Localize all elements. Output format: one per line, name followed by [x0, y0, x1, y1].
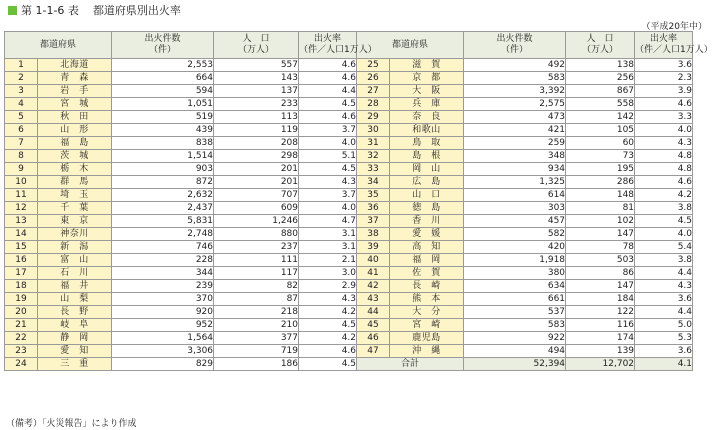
rank-cell: 46	[357, 332, 390, 345]
rank-cell: 45	[357, 319, 390, 332]
fires-cell: 746	[112, 241, 214, 254]
fires-cell: 922	[464, 332, 566, 345]
prefecture-cell: 長 野	[38, 306, 112, 319]
rank-cell: 39	[357, 241, 390, 254]
rank-cell: 41	[357, 267, 390, 280]
rate-cell: 4.6	[299, 59, 357, 72]
col-header-prefecture: 都道府県	[5, 32, 112, 59]
rate-cell: 4.6	[635, 98, 693, 111]
prefecture-cell: 千 葉	[38, 202, 112, 215]
population-cell: 201	[214, 176, 299, 189]
population-cell: 557	[214, 59, 299, 72]
table-row	[5, 267, 693, 280]
rank-cell: 34	[357, 176, 390, 189]
rate-cell: 4.5	[299, 163, 357, 176]
rate-cell: 3.9	[635, 85, 693, 98]
rate-cell: 4.4	[299, 85, 357, 98]
population-cell: 143	[214, 72, 299, 85]
population-cell: 218	[214, 306, 299, 319]
col-header-rate: 出火率 （件／人口1万人）	[299, 32, 357, 59]
fires-cell: 457	[464, 215, 566, 228]
table-row	[5, 72, 693, 85]
table-row	[5, 124, 693, 137]
table-row	[5, 293, 693, 306]
figure-title	[8, 3, 181, 17]
fires-cell: 519	[112, 111, 214, 124]
table-row	[5, 189, 693, 202]
rate-cell: 3.6	[635, 293, 693, 306]
rank-cell: 15	[5, 241, 38, 254]
population-cell: 195	[566, 163, 635, 176]
fires-cell: 3,392	[464, 85, 566, 98]
population-cell: 138	[566, 59, 635, 72]
population-cell: 117	[214, 267, 299, 280]
fires-cell: 344	[112, 267, 214, 280]
table-row	[5, 137, 693, 150]
prefecture-cell: 東 京	[38, 215, 112, 228]
rate-cell: 3.1	[299, 228, 357, 241]
population-cell: 139	[566, 345, 635, 358]
fires-cell: 5,831	[112, 215, 214, 228]
rate-cell: 5.0	[635, 319, 693, 332]
population-cell: 880	[214, 228, 299, 241]
rank-cell: 37	[357, 215, 390, 228]
table-row	[5, 332, 693, 345]
population-cell: 503	[566, 254, 635, 267]
fires-cell: 492	[464, 59, 566, 72]
rank-cell: 30	[357, 124, 390, 137]
fires-cell: 537	[464, 306, 566, 319]
figure-number: 第 1-1-6 表	[21, 4, 79, 17]
rank-cell: 19	[5, 293, 38, 306]
rank-cell: 16	[5, 254, 38, 267]
prefecture-cell: 青 森	[38, 72, 112, 85]
header-row	[5, 32, 693, 59]
fires-cell: 829	[112, 358, 214, 371]
rate-cell: 4.4	[635, 306, 693, 319]
population-cell: 122	[566, 306, 635, 319]
rank-cell: 1	[5, 59, 38, 72]
rank-cell: 17	[5, 267, 38, 280]
rank-cell: 44	[357, 306, 390, 319]
rank-cell: 2	[5, 72, 38, 85]
fires-cell: 303	[464, 202, 566, 215]
fires-cell: 420	[464, 241, 566, 254]
prefecture-cell: 栃 木	[38, 163, 112, 176]
rank-cell: 14	[5, 228, 38, 241]
prefecture-cell: 大 分	[390, 306, 464, 319]
fires-cell: 838	[112, 137, 214, 150]
col-header-fires: 出火件数 （件）	[112, 32, 214, 59]
prefecture-cell: 茨 城	[38, 150, 112, 163]
rank-cell: 43	[357, 293, 390, 306]
prefecture-cell: 愛 知	[38, 345, 112, 358]
population-cell: 73	[566, 150, 635, 163]
population-cell: 707	[214, 189, 299, 202]
rank-cell: 42	[357, 280, 390, 293]
rate-cell: 4.3	[299, 293, 357, 306]
fires-cell: 582	[464, 228, 566, 241]
fires-cell: 494	[464, 345, 566, 358]
population-cell: 111	[214, 254, 299, 267]
rate-cell: 4.0	[635, 228, 693, 241]
table-row	[5, 111, 693, 124]
prefecture-cell: 広 島	[390, 176, 464, 189]
rank-cell: 29	[357, 111, 390, 124]
table-row	[5, 150, 693, 163]
table-row	[5, 163, 693, 176]
population-cell: 148	[566, 189, 635, 202]
rank-cell: 33	[357, 163, 390, 176]
rate-cell: 4.7	[299, 215, 357, 228]
population-cell: 286	[566, 176, 635, 189]
prefecture-cell: 京 都	[390, 72, 464, 85]
rank-cell: 32	[357, 150, 390, 163]
fires-cell: 2,553	[112, 59, 214, 72]
col-header-fires: 出火件数 （件）	[464, 32, 566, 59]
rate-cell: 4.2	[299, 306, 357, 319]
prefecture-cell: 三 重	[38, 358, 112, 371]
rank-cell: 36	[357, 202, 390, 215]
table-row	[5, 176, 693, 189]
rate-cell: 4.6	[299, 111, 357, 124]
population-cell: 184	[566, 293, 635, 306]
fires-cell: 903	[112, 163, 214, 176]
prefecture-cell: 山 口	[390, 189, 464, 202]
col-header-population: 人 口 （万人）	[566, 32, 635, 59]
population-cell: 119	[214, 124, 299, 137]
fires-cell: 421	[464, 124, 566, 137]
population-cell: 137	[214, 85, 299, 98]
prefecture-cell: 岐 阜	[38, 319, 112, 332]
fires-cell: 1,918	[464, 254, 566, 267]
prefecture-cell: 埼 玉	[38, 189, 112, 202]
population-cell: 86	[566, 267, 635, 280]
population-cell: 113	[214, 111, 299, 124]
population-cell: 102	[566, 215, 635, 228]
population-cell: 237	[214, 241, 299, 254]
fires-cell: 1,514	[112, 150, 214, 163]
fires-cell: 2,632	[112, 189, 214, 202]
fires-cell: 661	[464, 293, 566, 306]
figure-title-text: 都道府県別出火率	[92, 4, 181, 17]
population-cell: 82	[214, 280, 299, 293]
table-row	[5, 345, 693, 358]
rank-cell: 5	[5, 111, 38, 124]
prefecture-cell: 岩 手	[38, 85, 112, 98]
rate-cell: 2.1	[299, 254, 357, 267]
fires-cell: 2,748	[112, 228, 214, 241]
rank-cell: 12	[5, 202, 38, 215]
prefecture-cell: 福 井	[38, 280, 112, 293]
population-cell: 719	[214, 345, 299, 358]
rate-cell: 3.1	[299, 241, 357, 254]
table-row	[5, 241, 693, 254]
rate-cell: 2.9	[299, 280, 357, 293]
fires-cell: 239	[112, 280, 214, 293]
rank-cell: 31	[357, 137, 390, 150]
prefecture-cell: 熊 本	[390, 293, 464, 306]
prefecture-cell: 宮 崎	[390, 319, 464, 332]
table-row	[5, 254, 693, 267]
fires-cell: 348	[464, 150, 566, 163]
fire-rate-table	[4, 31, 713, 371]
fires-cell: 583	[464, 72, 566, 85]
fires-cell: 2,575	[464, 98, 566, 111]
rank-cell: 40	[357, 254, 390, 267]
rank-cell: 24	[5, 358, 38, 371]
population-cell: 558	[566, 98, 635, 111]
green-square-icon	[8, 6, 17, 15]
population-cell: 256	[566, 72, 635, 85]
prefecture-cell: 新 潟	[38, 241, 112, 254]
fires-cell: 614	[464, 189, 566, 202]
rate-cell: 4.4	[635, 267, 693, 280]
total-rate: 4.1	[635, 358, 693, 371]
source-note: （備考）「火災報告」により作成	[6, 419, 137, 429]
population-cell: 147	[566, 280, 635, 293]
rate-cell: 4.6	[299, 345, 357, 358]
rate-cell: 4.5	[635, 215, 693, 228]
fires-cell: 634	[464, 280, 566, 293]
prefecture-cell: 群 馬	[38, 176, 112, 189]
rate-cell: 4.3	[635, 280, 693, 293]
population-cell: 174	[566, 332, 635, 345]
rate-cell: 3.6	[635, 345, 693, 358]
population-cell: 60	[566, 137, 635, 150]
rate-cell: 4.0	[299, 137, 357, 150]
rate-cell: 4.5	[299, 319, 357, 332]
rate-cell: 4.6	[635, 176, 693, 189]
prefecture-cell: 高 知	[390, 241, 464, 254]
population-cell: 105	[566, 124, 635, 137]
table-row	[5, 319, 693, 332]
prefecture-cell: 兵 庫	[390, 98, 464, 111]
rank-cell: 13	[5, 215, 38, 228]
prefecture-cell: 静 岡	[38, 332, 112, 345]
col-header-prefecture: 都道府県	[357, 32, 464, 59]
col-header-rate: 出火率 （件／人口1万人）	[635, 32, 693, 59]
rate-cell: 3.8	[635, 254, 693, 267]
fires-cell: 920	[112, 306, 214, 319]
prefecture-cell: 和歌山	[390, 124, 464, 137]
population-cell: 147	[566, 228, 635, 241]
table-row	[5, 228, 693, 241]
prefecture-cell: 大 阪	[390, 85, 464, 98]
rank-cell: 38	[357, 228, 390, 241]
fires-cell: 473	[464, 111, 566, 124]
prefecture-cell: 愛 媛	[390, 228, 464, 241]
prefecture-cell: 島 根	[390, 150, 464, 163]
total-label: 合計	[357, 358, 464, 371]
table-row	[5, 358, 693, 371]
fires-cell: 228	[112, 254, 214, 267]
population-cell: 867	[566, 85, 635, 98]
rank-cell: 6	[5, 124, 38, 137]
prefecture-cell: 徳 島	[390, 202, 464, 215]
prefecture-cell: 山 梨	[38, 293, 112, 306]
population-cell: 298	[214, 150, 299, 163]
table-row	[5, 202, 693, 215]
rate-cell: 4.2	[635, 189, 693, 202]
prefecture-cell: 富 山	[38, 254, 112, 267]
prefecture-cell: 沖 縄	[390, 345, 464, 358]
col-header-population: 人 口 （万人）	[214, 32, 299, 59]
fires-cell: 583	[464, 319, 566, 332]
prefecture-cell: 北海道	[38, 59, 112, 72]
fires-cell: 380	[464, 267, 566, 280]
prefecture-cell: 宮 城	[38, 98, 112, 111]
population-cell: 233	[214, 98, 299, 111]
total-fires: 52,394	[464, 358, 566, 371]
rate-cell: 4.6	[299, 72, 357, 85]
rate-cell: 4.3	[299, 176, 357, 189]
fires-cell: 664	[112, 72, 214, 85]
population-cell: 142	[566, 111, 635, 124]
unit-note: （平成20年中）	[641, 22, 707, 32]
population-cell: 609	[214, 202, 299, 215]
population-cell: 201	[214, 163, 299, 176]
prefecture-cell: 神奈川	[38, 228, 112, 241]
prefecture-cell: 鳥 取	[390, 137, 464, 150]
rank-cell: 23	[5, 345, 38, 358]
total-population: 12,702	[566, 358, 635, 371]
rank-cell: 35	[357, 189, 390, 202]
fires-cell: 439	[112, 124, 214, 137]
fires-cell: 2,437	[112, 202, 214, 215]
prefecture-cell: 福 岡	[390, 254, 464, 267]
rank-cell: 27	[357, 85, 390, 98]
fires-cell: 3,306	[112, 345, 214, 358]
prefecture-cell: 佐 賀	[390, 267, 464, 280]
prefecture-cell: 岡 山	[390, 163, 464, 176]
table-row	[5, 59, 693, 72]
rate-cell: 3.0	[299, 267, 357, 280]
rank-cell: 4	[5, 98, 38, 111]
population-cell: 116	[566, 319, 635, 332]
fires-cell: 872	[112, 176, 214, 189]
population-cell: 78	[566, 241, 635, 254]
rate-cell: 4.0	[635, 124, 693, 137]
rate-cell: 3.7	[299, 124, 357, 137]
fires-cell: 594	[112, 85, 214, 98]
prefecture-cell: 香 川	[390, 215, 464, 228]
rate-cell: 2.3	[635, 72, 693, 85]
population-cell: 210	[214, 319, 299, 332]
rank-cell: 47	[357, 345, 390, 358]
rank-cell: 21	[5, 319, 38, 332]
table-row	[5, 280, 693, 293]
prefecture-cell: 鹿児島	[390, 332, 464, 345]
prefecture-cell: 福 島	[38, 137, 112, 150]
rate-cell: 4.8	[635, 150, 693, 163]
rate-cell: 5.1	[299, 150, 357, 163]
prefecture-cell: 秋 田	[38, 111, 112, 124]
prefecture-cell: 石 川	[38, 267, 112, 280]
prefecture-cell: 滋 賀	[390, 59, 464, 72]
rate-cell: 3.6	[635, 59, 693, 72]
rate-cell: 3.3	[635, 111, 693, 124]
rank-cell: 11	[5, 189, 38, 202]
rate-cell: 4.5	[299, 98, 357, 111]
rate-cell: 4.8	[635, 163, 693, 176]
population-cell: 377	[214, 332, 299, 345]
prefecture-cell: 山 形	[38, 124, 112, 137]
prefecture-cell: 長 崎	[390, 280, 464, 293]
rank-cell: 28	[357, 98, 390, 111]
rate-cell: 4.0	[299, 202, 357, 215]
rate-cell: 5.3	[635, 332, 693, 345]
rate-cell: 4.2	[299, 332, 357, 345]
rank-cell: 25	[357, 59, 390, 72]
population-cell: 208	[214, 137, 299, 150]
rank-cell: 9	[5, 163, 38, 176]
rank-cell: 20	[5, 306, 38, 319]
table-row	[5, 85, 693, 98]
rank-cell: 3	[5, 85, 38, 98]
fires-cell: 1,564	[112, 332, 214, 345]
population-cell: 1,246	[214, 215, 299, 228]
rate-cell: 5.4	[635, 241, 693, 254]
fires-cell: 934	[464, 163, 566, 176]
table-row	[5, 306, 693, 319]
rate-cell: 4.3	[635, 137, 693, 150]
rank-cell: 26	[357, 72, 390, 85]
rank-cell: 18	[5, 280, 38, 293]
fires-cell: 1,051	[112, 98, 214, 111]
fires-cell: 1,325	[464, 176, 566, 189]
fires-cell: 370	[112, 293, 214, 306]
fires-cell: 952	[112, 319, 214, 332]
rank-cell: 10	[5, 176, 38, 189]
population-cell: 186	[214, 358, 299, 371]
table-row	[5, 215, 693, 228]
rank-cell: 7	[5, 137, 38, 150]
population-cell: 81	[566, 202, 635, 215]
rate-cell: 3.8	[635, 202, 693, 215]
prefecture-cell: 奈 良	[390, 111, 464, 124]
rank-cell: 8	[5, 150, 38, 163]
rank-cell: 22	[5, 332, 38, 345]
fires-cell: 259	[464, 137, 566, 150]
table-row	[5, 98, 693, 111]
population-cell: 87	[214, 293, 299, 306]
rate-cell: 4.5	[299, 358, 357, 371]
rate-cell: 3.7	[299, 189, 357, 202]
